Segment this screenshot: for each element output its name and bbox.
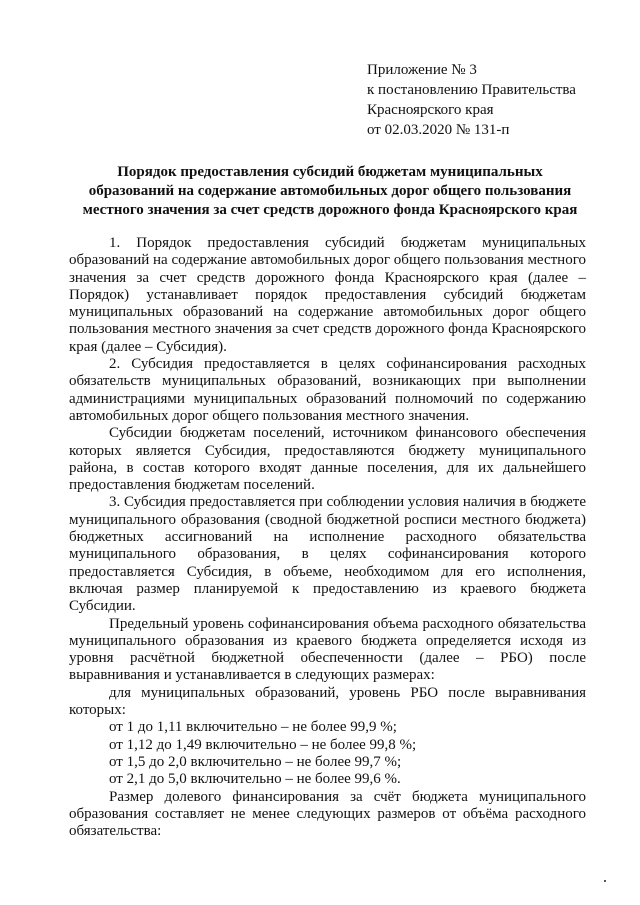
rbo-range-item: от 1,5 до 2,0 включительно – не более 99,7 %; [109, 753, 402, 770]
document-title [60, 163, 600, 220]
document-body [69, 235, 586, 840]
paragraph-subsidies-settlements: Субсидии бюджетам поселений, источником финансового обеспечения которых является Субсидия, предоставляются бюджету муниципального района, в состав которого входят данные поселения, для их дальнейшего предоставления бюджетам поселений. [69, 425, 586, 494]
paragraph-1: 1. Порядок предоставления субсидий бюджетам муниципальных образований на содержание автомобильных дорог общего пользования местного значения за счет средств дорожного фонда Красноярского края (далее – Порядок) устанавливает порядок предоставления субсидий бюджетам муниципальных образований на содержание автомобильных дорог общего пользования местного значения за счет средств дорожного фонда Красноярского края (далее – Субсидия). [69, 235, 586, 355]
scan-speck [604, 880, 606, 882]
paragraph-share-financing: Размер долевого финансирования за счёт бюджета муниципального образования составляет не менее следующих размеров от объёма расходного обязательства: [69, 788, 586, 840]
appendix-number: Приложение № 3 [367, 62, 477, 78]
appendix-header [367, 60, 576, 140]
paragraph-cofinancing-level: Предельный уровень софинансирования объема расходного обязательства муниципального образования из краевого бюджета определяется исходя из уровня расчётной бюджетной обеспеченности (далее – РБО) после выравнивания и устанавливается в следующих размерах: [69, 615, 586, 684]
paragraph-2: 2. Субсидия предоставляется в целях софинансирования расходных обязательств муниципальных образований, возникающих при выполнении администрациями муниципальных образований полномочий по содержанию автомобильных дорог общего пользования местного значения. [69, 356, 586, 424]
rbo-range-item: от 1,12 до 1,49 включительно – не более 99,8 %; [109, 736, 417, 753]
rbo-range-item: от 1 до 1,11 включительно – не более 99,9 %; [109, 719, 397, 736]
title-line: местного значения за счет средств дорожного фонда Красноярского края [82, 202, 578, 218]
appendix-region: Красноярского края [367, 102, 494, 118]
appendix-resolution: к постановлению Правительства [367, 82, 576, 98]
paragraph-rbo-intro: для муниципальных образований, уровень РБО после выравнивания которых: [69, 684, 586, 719]
rbo-range-item: от 2,1 до 5,0 включительно – не более 99,6 %. [109, 771, 401, 788]
title-line: Порядок предоставления субсидий бюджетам муниципальных [117, 164, 543, 180]
appendix-date: от 02.03.2020 № 131-п [367, 122, 510, 138]
paragraph-3: 3. Субсидия предоставляется при соблюдении условия наличия в бюджете муниципального образования (сводной бюджетной росписи местного бюджета) бюджетных ассигнований на исполнение расходного обязательства муниципального образования, в целях софинансирования которого предоставляется Субсидия, в объеме, необходимом для его исполнения, включая размер планируемой к предоставлению из краевого бюджета Субсидии. [69, 494, 586, 615]
title-line: образований на содержание автомобильных дорог общего пользования [88, 183, 572, 199]
